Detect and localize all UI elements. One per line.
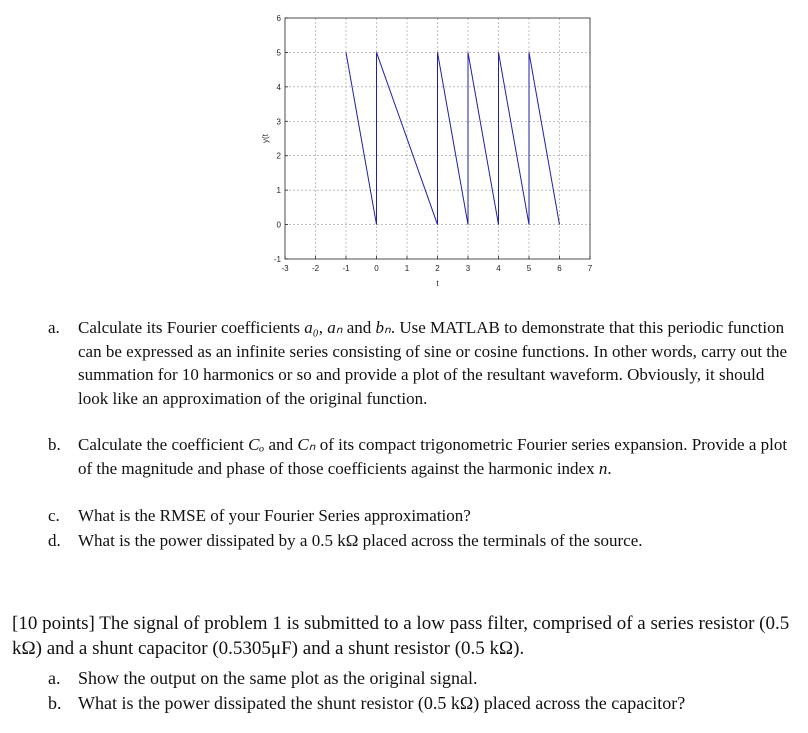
question-d bbox=[0, 529, 808, 554]
question-text: of its compact trigonometric Fourier series expansion. Provide a plot of the magnitude and phase of those coefficients against the harmonic index bbox=[78, 435, 788, 478]
question-marker: d. bbox=[48, 531, 61, 550]
question-text: Calculate its Fourier coefficients bbox=[78, 318, 305, 337]
y-tick-label: 4 bbox=[276, 82, 281, 92]
plot-series-line bbox=[346, 52, 560, 224]
x-tick-label: 3 bbox=[465, 264, 471, 273]
question-text: What is the power dissipated by a 0.5 kΩ placed across the terminals of the source. bbox=[78, 531, 643, 550]
y-tick-label: 1 bbox=[276, 186, 281, 196]
y-tick-label: 5 bbox=[276, 48, 281, 58]
problem1-questions bbox=[0, 316, 808, 554]
separator: and bbox=[342, 318, 376, 337]
x-tick-label: -1 bbox=[342, 264, 350, 273]
x-tick-label: 5 bbox=[526, 264, 532, 273]
question-marker: a. bbox=[48, 318, 60, 337]
problem2-questions bbox=[0, 666, 808, 716]
problem2-intro: [10 points] The signal of problem 1 is submitted to a low pass filter, comprised of a series resistor (0.5 kΩ) and a shunt capacitor (0.5305μF) and a shunt resistor (0.5 kΩ). bbox=[12, 613, 790, 659]
x-tick-label: 4 bbox=[496, 264, 501, 273]
x-tick-label: 7 bbox=[587, 264, 593, 273]
x-tick-label: 1 bbox=[404, 264, 410, 273]
x-tick-label: 2 bbox=[435, 264, 440, 273]
symbol-cn: Cₙ bbox=[297, 435, 316, 454]
y-axis-label: y(t bbox=[261, 134, 270, 143]
question-marker: a. bbox=[48, 668, 61, 688]
x-tick-label: 0 bbox=[374, 264, 379, 273]
x-axis-label: t bbox=[436, 279, 439, 288]
question-b bbox=[0, 433, 808, 504]
symbol-a0: a₀ bbox=[304, 318, 319, 337]
symbol-c0: Cₒ bbox=[248, 435, 265, 454]
problem2-question-b bbox=[0, 691, 808, 716]
x-tick-label: -2 bbox=[311, 264, 320, 273]
question-text: What is the power dissipated the shunt resistor (0.5 kΩ) placed across the capacitor? bbox=[78, 693, 686, 713]
question-marker: b. bbox=[48, 693, 62, 713]
separator: . bbox=[607, 458, 612, 478]
y-tick-label: 6 bbox=[276, 14, 281, 23]
separator: and bbox=[264, 435, 298, 454]
sawtooth-plot bbox=[0, 0, 808, 300]
y-tick-label: 0 bbox=[276, 220, 281, 230]
y-tick-label: 3 bbox=[276, 117, 281, 127]
question-c bbox=[0, 504, 808, 529]
y-tick-label: -1 bbox=[273, 255, 281, 264]
symbol-n: n bbox=[598, 458, 608, 478]
question-text: What is the RMSE of your Fourier Series approximation? bbox=[78, 506, 471, 525]
y-tick-label: 2 bbox=[276, 151, 281, 161]
symbol-an: aₙ bbox=[327, 318, 343, 337]
separator: , bbox=[318, 318, 328, 337]
symbol-bn: bₙ bbox=[375, 318, 391, 337]
x-tick-label: 6 bbox=[557, 264, 562, 273]
question-text: Show the output on the same plot as the original signal. bbox=[78, 668, 478, 688]
question-marker: b. bbox=[48, 435, 61, 454]
problem2-question-a bbox=[0, 666, 808, 691]
question-marker: c. bbox=[48, 506, 60, 525]
question-a bbox=[0, 316, 808, 433]
x-tick-label: -3 bbox=[281, 264, 289, 273]
question-text: . Use MATLAB to demonstrate that this periodic function can be expressed as an infinite series consisting of sine or cosine functions. In other words, carry out the summation for 10 harmonics or so and provide a plot of the resultant waveform. Obviously, it should look like an approximation of the original function. bbox=[78, 318, 788, 408]
question-text: Calculate the coefficient bbox=[78, 435, 249, 454]
